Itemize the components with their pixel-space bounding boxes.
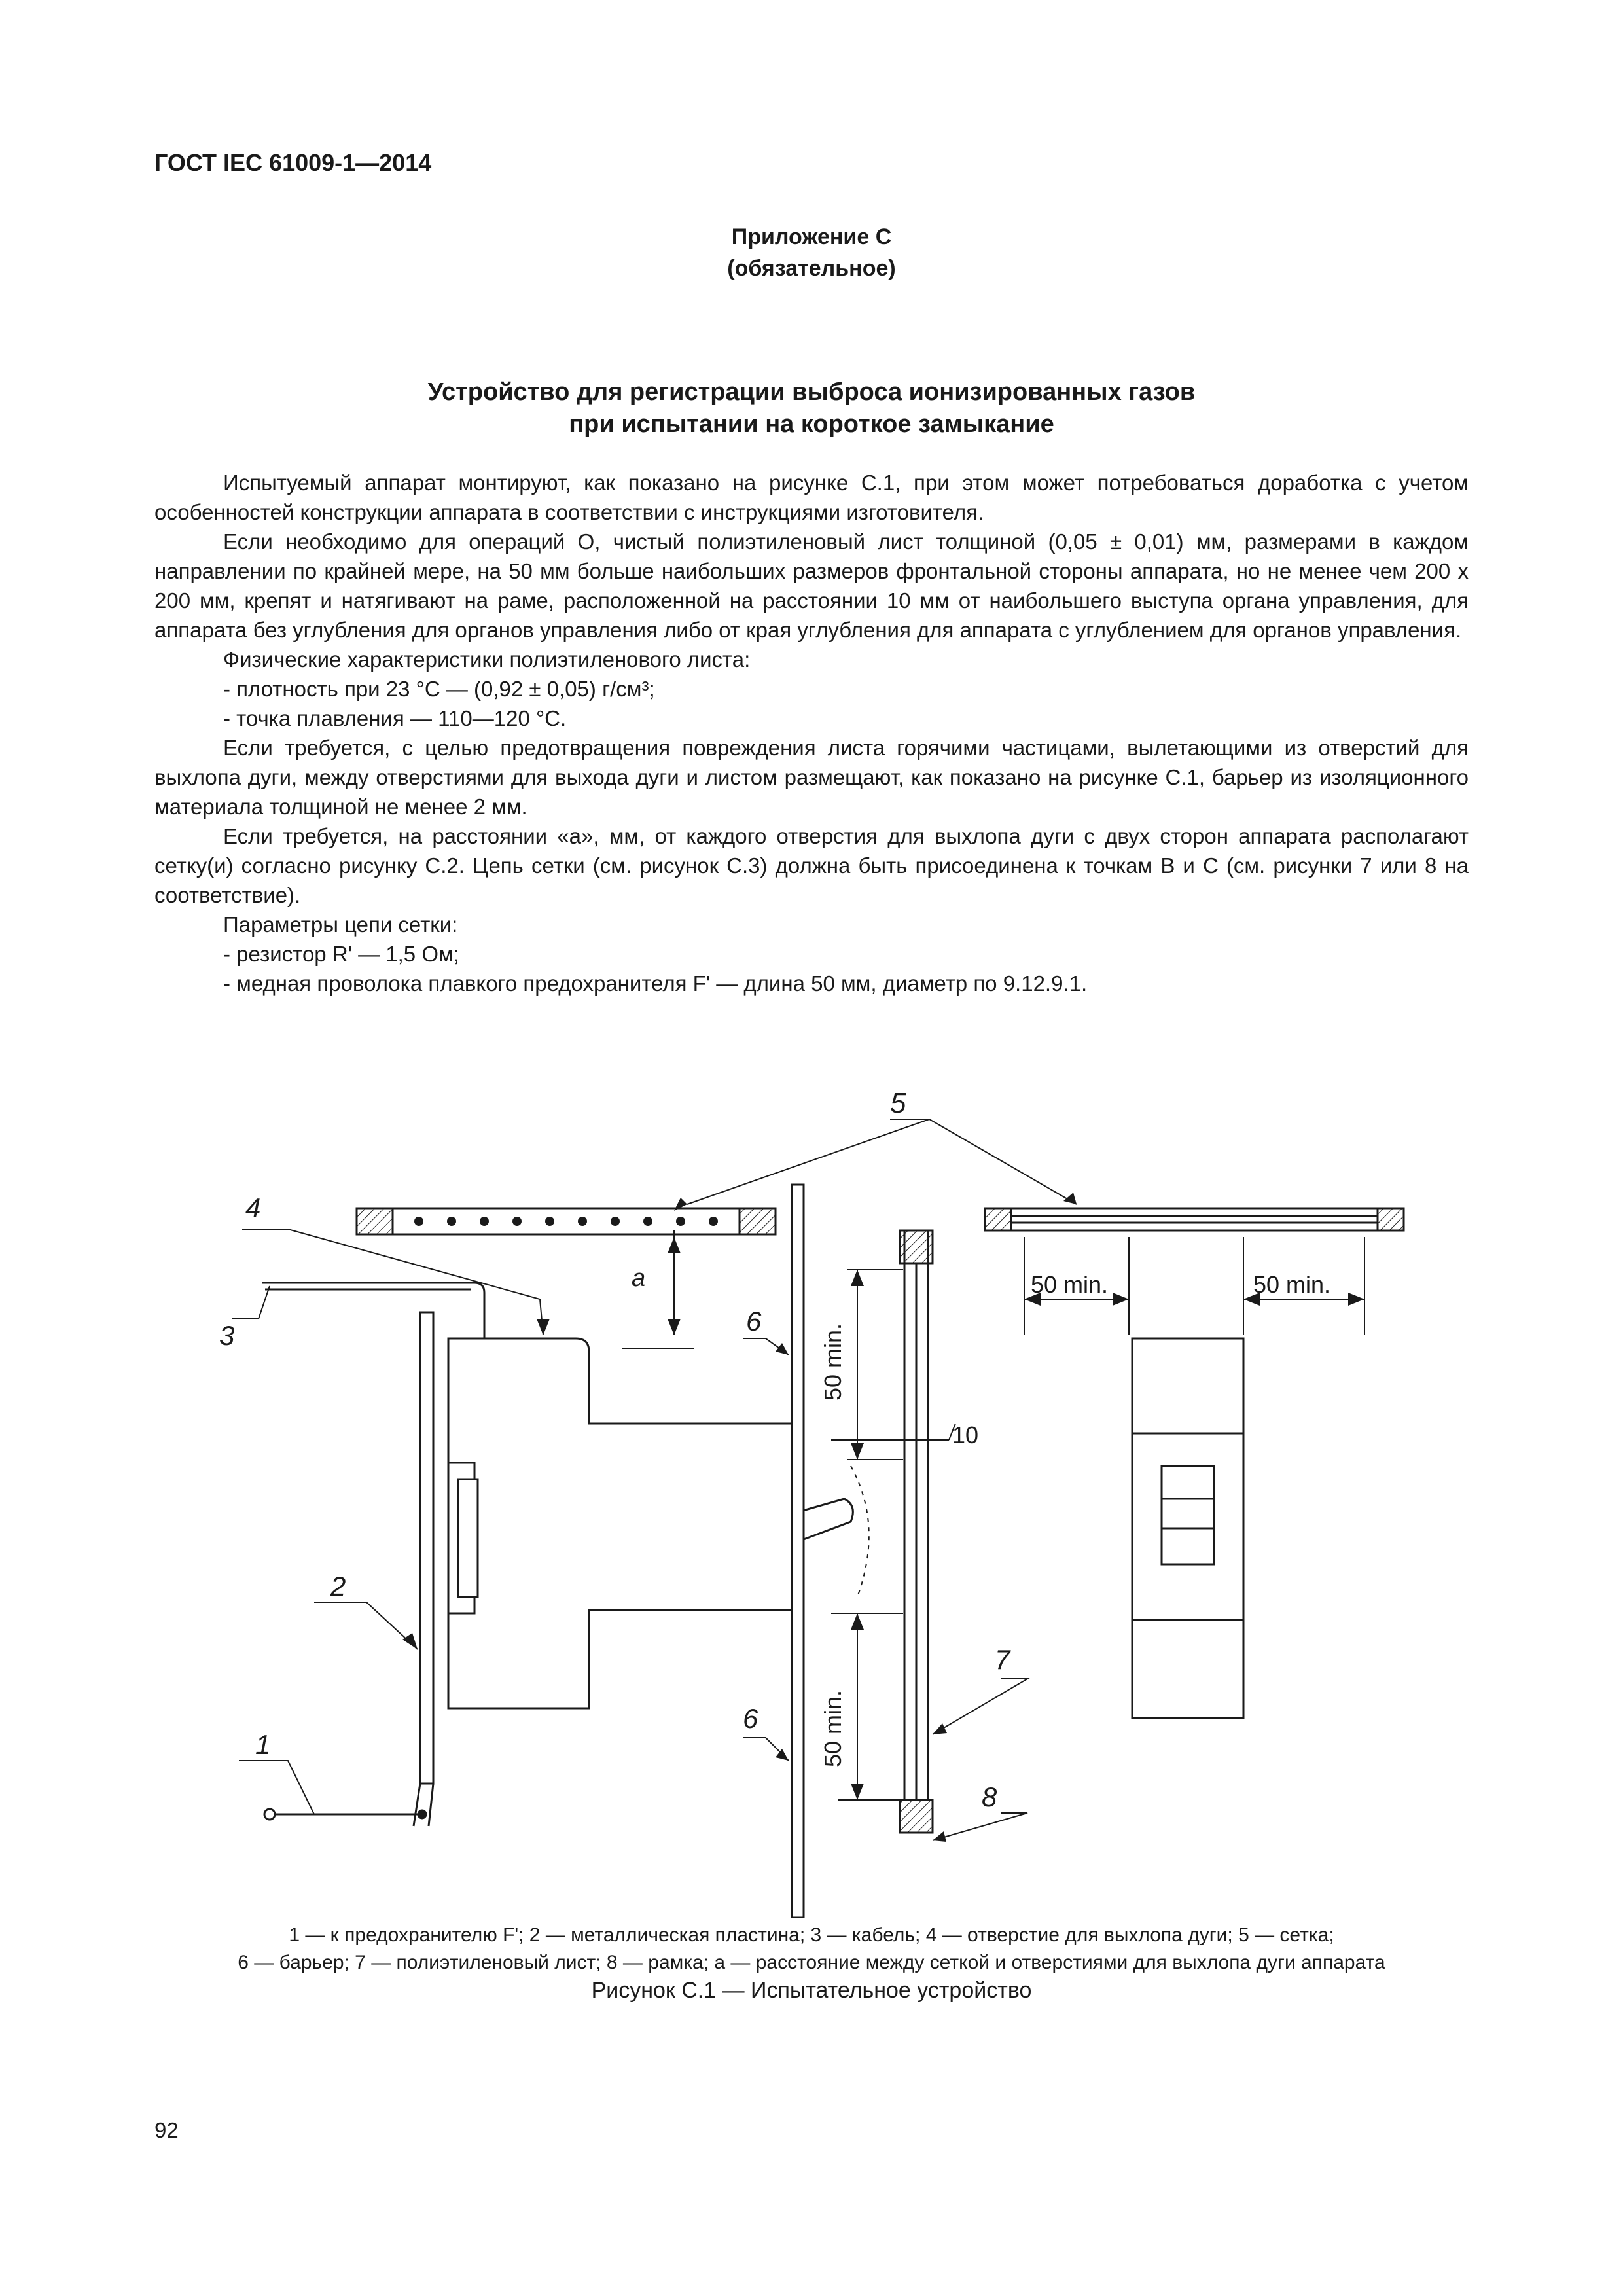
grid-frame-right [740,1208,776,1234]
label-1: 1 [255,1729,271,1760]
list-item: - медная проволока плавкого предохранителя F' — длина 50 мм, диаметр по 9.12.9.1. [223,971,1088,996]
figure-title: Рисунок С.1 — Испытательное устройство [591,1978,1032,2003]
dim-10: 10 [952,1422,979,1448]
apparatus-side [448,1338,798,1708]
list-item: - резистор R' — 1,5 Ом; [223,942,459,966]
paragraph: Если требуется, с целью предотвращения повреждения листа горячими частицами, вылетающими из отверстий для выхлопа дуги, между отверстиями для выхода дуги и листом размещают, как показано на рисунке С.1, барьер из изоляционного материала толщиной не менее 2 мм. [154,736,1469,819]
figure-caption-line2: 6 — барьер; 7 — полиэтиленовый лист; 8 — рамка; а — расстояние между сеткой и отверстиями для выхлопа дуги аппарата [238,1952,1385,1973]
barrier [792,1185,804,1918]
list-item: - плотность при 23 °С — (0,92 ± 0,05) г/см³; [223,677,655,701]
dim-left-50: 50 min. [1031,1271,1109,1298]
label-7: 7 [995,1644,1010,1675]
label-a: a [632,1265,646,1292]
dim-right-50: 50 min. [1253,1271,1331,1298]
annex-status: (обязательное) [727,256,896,281]
dim-top-50: 50 min. [819,1323,846,1401]
grid-frame-left [357,1208,393,1234]
paragraph: Испытуемый аппарат монтируют, как показано на рисунке С.1, при этом может потребоваться доработка с учетом особенностей конструкции аппарата в соответствии с инструкциями изготовителя. [154,471,1469,524]
figure-caption-line1: 1 — к предохранителю F'; 2 — металлическая пластина; 3 — кабель; 4 — отверстие для выхлопа дуги; 5 — сетка; [289,1924,1334,1946]
dim-bottom-50: 50 min. [819,1689,846,1767]
cable [262,1283,484,1338]
list-item: - точка плавления — 110—120 °С. [223,706,567,730]
operating-handle [798,1499,853,1541]
label-2: 2 [330,1571,346,1602]
label-8: 8 [982,1782,997,1812]
label-6b: 6 [743,1703,758,1734]
frame-bottom [900,1800,933,1833]
standard-designation: ГОСТ IEC 61009-1—2014 [154,149,432,176]
frame-top [900,1230,933,1263]
section-title-line2: при испытании на короткое замыкание [569,410,1054,438]
label-3: 3 [219,1320,235,1351]
figure-test-device [0,1067,1623,1918]
paragraph: Параметры цепи сетки: [223,912,458,937]
label-6a: 6 [746,1306,762,1336]
paragraph: Если требуется, на расстоянии «а», мм, от каждого отверстия для выхлопа дуги с двух сторон аппарата располагают сетку(и) согласно рисунку С.2. Цепь сетки (см. рисунок С.3) должна быть присоединена к точкам В и С (см. рисунки 7 или 8 на соответствие). [154,824,1469,907]
body-text [154,468,1469,998]
paragraph: Физические характеристики полиэтиленового листа: [223,647,751,672]
label-4: 4 [245,1193,261,1223]
label-5: 5 [890,1087,906,1119]
page-number: 92 [154,2118,179,2142]
section-title-line1: Устройство для регистрации выброса ионизированных газов [427,378,1196,406]
paragraph: Если необходимо для операций O, чистый полиэтиленовый лист толщиной (0,05 ± 0,01) мм, размерами в каждом направлении по крайней мере, на 50 мм больше наибольших размеров фронтальной стороны аппарата, но не менее чем 200 x 200 мм, крепят и натягивают на раме, расположенной на расстоянии 10 мм от наибольшего выступа органа управления, для аппарата без углубления для органов управления либо от края углубления для аппарата с углублением для органов управления. [154,529,1469,642]
annex-name: Приложение С [731,224,892,249]
grid-top [985,1208,1404,1230]
metal-plate [420,1312,433,1784]
